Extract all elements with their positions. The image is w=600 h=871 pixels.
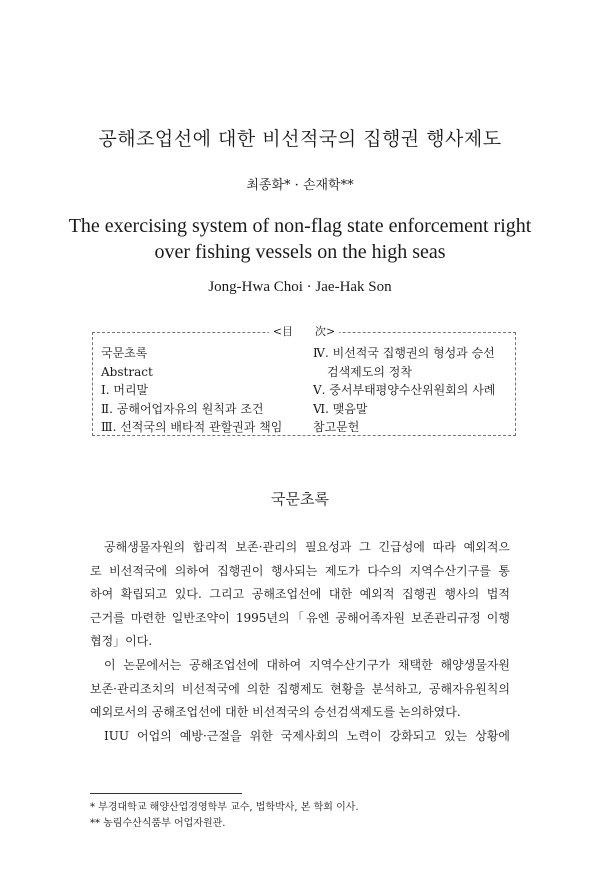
toc-left-column: [101, 344, 306, 437]
english-authors: Jong-Hwa Choi · Jae-Hak Son: [208, 279, 392, 295]
abstract-heading: 국문초록: [271, 490, 329, 508]
footnote-1: * 부경대학교 해양산업경영학부 교수, 법학박사, 본 학회 이사.: [90, 802, 359, 813]
footnote-divider: [90, 793, 242, 794]
abstract-body: [90, 536, 510, 748]
english-title: [0, 213, 600, 265]
paragraph-1-line: 로 비선적국에 의하여 집행권이 행사되는 제도가 다수의 지역수산기구를 통: [90, 563, 510, 578]
footnotes: [90, 800, 510, 832]
toc-item: Ⅴ. 중서부태평양수산위원회의 사례: [313, 383, 496, 397]
toc-item: Ⅰ. 머리말: [101, 383, 149, 397]
paragraph-1-line: 근거를 마련한 일반조약이 1995년의「유엔 공해어족자원 보존관리규정 이행: [90, 610, 510, 625]
paragraph-1-line: 하여 확립되고 있다. 그리고 공해조업선에 대한 예외적 집행권 행사의 법적: [90, 587, 510, 602]
toc-right-column: [313, 344, 513, 437]
toc-item: Abstract: [101, 364, 153, 379]
toc-item: 참고문헌: [313, 420, 360, 434]
english-title-line-1: The exercising system of non-flag state enforcement right: [68, 215, 532, 237]
paragraph-1-line: 공해생물자원의 합리적 보존·관리의 필요성과 그 긴급성에 따라 예외적으: [104, 540, 510, 554]
paragraph-1-line: 협정」이다.: [90, 634, 153, 649]
toc-item-continued: 검색제도의 정착: [327, 364, 412, 379]
paragraph-2-line: 보존·관리조치의 비선적국에 의한 집행제도 현황을 분석하고, 공해자유원칙의: [90, 681, 510, 696]
toc-item: Ⅳ. 비선적국 집행권의 형성과 승선: [313, 346, 495, 360]
paragraph-2-line: 이 논문에서는 공해조업선에 대하여 지역수산기구가 채택한 해양생물자원: [104, 657, 510, 672]
english-title-line-2: over fishing vessels on the high seas: [154, 241, 446, 263]
toc-item: Ⅲ. 선적국의 배타적 관할권과 책임: [101, 420, 283, 434]
toc-item: 국문초록: [101, 346, 148, 360]
footnote-2: ** 농림수산식품부 어업자원관.: [90, 818, 226, 829]
paragraph-2-line: 예외로서의 공해조업선에 대한 비선적국의 승선검색제도를 논의하였다.: [90, 705, 461, 720]
korean-title: 공해조업선에 대한 비선적국의 집행권 행사제도: [98, 128, 502, 150]
korean-authors: 최종화* · 손재학**: [246, 178, 354, 193]
toc-item: Ⅱ. 공해어업자유의 원칙과 조건: [101, 401, 264, 416]
toc-label: <目 次>: [269, 325, 339, 338]
table-of-contents: [92, 325, 516, 436]
paragraph-3-line: IUU 어업의 예방·근절을 위한 국제사회의 노력이 강화되고 있는 상황에: [104, 728, 510, 743]
toc-item: Ⅵ. 맺음말: [313, 401, 368, 416]
